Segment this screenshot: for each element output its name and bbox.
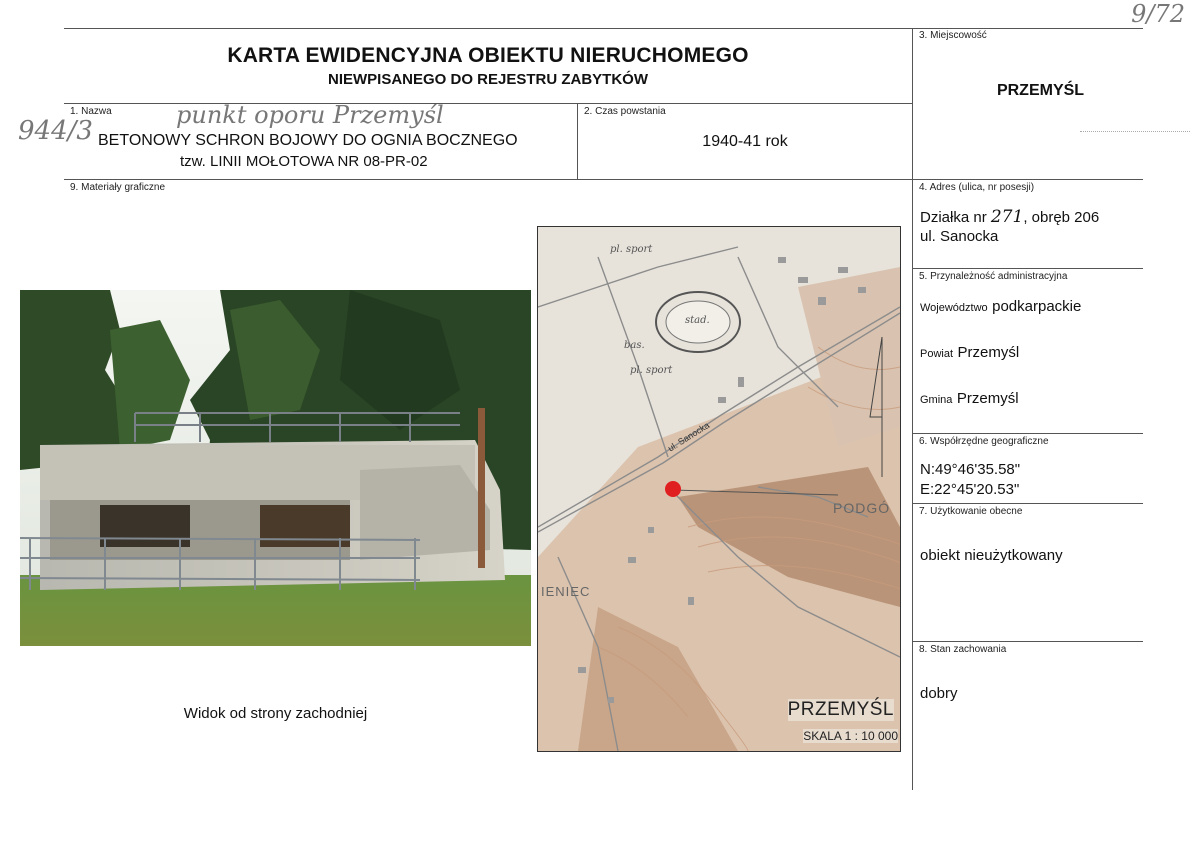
card-subtitle: NIEWPISANEGO DO REJESTRU ZABYTKÓW [327, 71, 649, 88]
voivodeship-row [920, 298, 1081, 316]
location-map [537, 226, 901, 752]
corner-archive-number: 9/72 [1131, 0, 1185, 28]
admin-label: 5. Przynależność administracyjna [919, 271, 1068, 282]
map-city-label: PRZEMYŚL [787, 699, 894, 720]
coords-east: E:22°45'20.53" [920, 481, 1020, 498]
date-label: 2. Czas powstania [584, 106, 666, 117]
commune-label: Gmina [920, 394, 953, 406]
condition-value: dobry [920, 685, 958, 702]
object-name-line2: tzw. LINII MOŁOTOWA NR 08-PR-02 [180, 153, 428, 170]
photo-caption: Widok od strony zachodniej [183, 705, 368, 722]
voivodeship-value: podkarpackie [992, 298, 1082, 315]
map-label-podgorze: PODGÓ [833, 500, 891, 516]
address-line2: ul. Sanocka [920, 228, 999, 245]
scan-mark [1080, 131, 1190, 132]
map-label-district: IENIEC [541, 584, 591, 599]
map-label-sport2: pl. sport [630, 365, 673, 376]
address-label: 4. Adres (ulica, nr posesji) [919, 182, 1035, 193]
condition-label: 8. Stan zachowania [919, 644, 1007, 655]
map-label-street: ul. Sanocka [666, 420, 712, 454]
map-scale: SKALA 1 : 10 000 [803, 729, 898, 743]
coords-north: N:49°46'35.58" [920, 461, 1021, 478]
locality-value: PRZEMYŚL [996, 82, 1085, 99]
address-line1 [920, 207, 1099, 227]
county-label: Powiat [920, 348, 954, 360]
map-label-stadium: stad. [685, 315, 710, 326]
usage-value: obiekt nieużytkowany [920, 547, 1063, 564]
coords-label: 6. Współrzędne geograficzne [919, 436, 1049, 447]
voivodeship-label: Województwo [920, 302, 988, 314]
card-title: KARTA EWIDENCYJNA OBIEKTU NIERUCHOMEGO [227, 44, 749, 67]
county-value: Przemyśl [957, 344, 1020, 361]
commune-value: Przemyśl [956, 390, 1019, 407]
graphics-label: 9. Materiały graficzne [70, 182, 166, 193]
margin-handwriting: 944/3 [18, 116, 93, 146]
parcel-prefix: Działka nr [920, 209, 987, 226]
parcel-number: 271 [990, 207, 1024, 227]
map-label-pool: bas. [624, 340, 645, 351]
name-label: 1. Nazwa [70, 106, 112, 117]
map-label-sport1: pl. sport [610, 244, 653, 255]
usage-label: 7. Użytkowanie obecne [919, 506, 1023, 517]
name-handwriting: punkt oporu Przemyśl [176, 101, 444, 129]
commune-row [920, 390, 1019, 408]
map-background [538, 227, 900, 751]
date-value: 1940-41 rok [702, 133, 788, 150]
parcel-suffix: , obręb 206 [1023, 209, 1100, 226]
object-name-line1: BETONOWY SCHRON BOJOWY DO OGNIA BOCZNEGO [98, 132, 518, 149]
bunker-photo [20, 290, 531, 646]
county-row [920, 344, 1019, 362]
locality-label: 3. Miejscowość [919, 30, 987, 41]
